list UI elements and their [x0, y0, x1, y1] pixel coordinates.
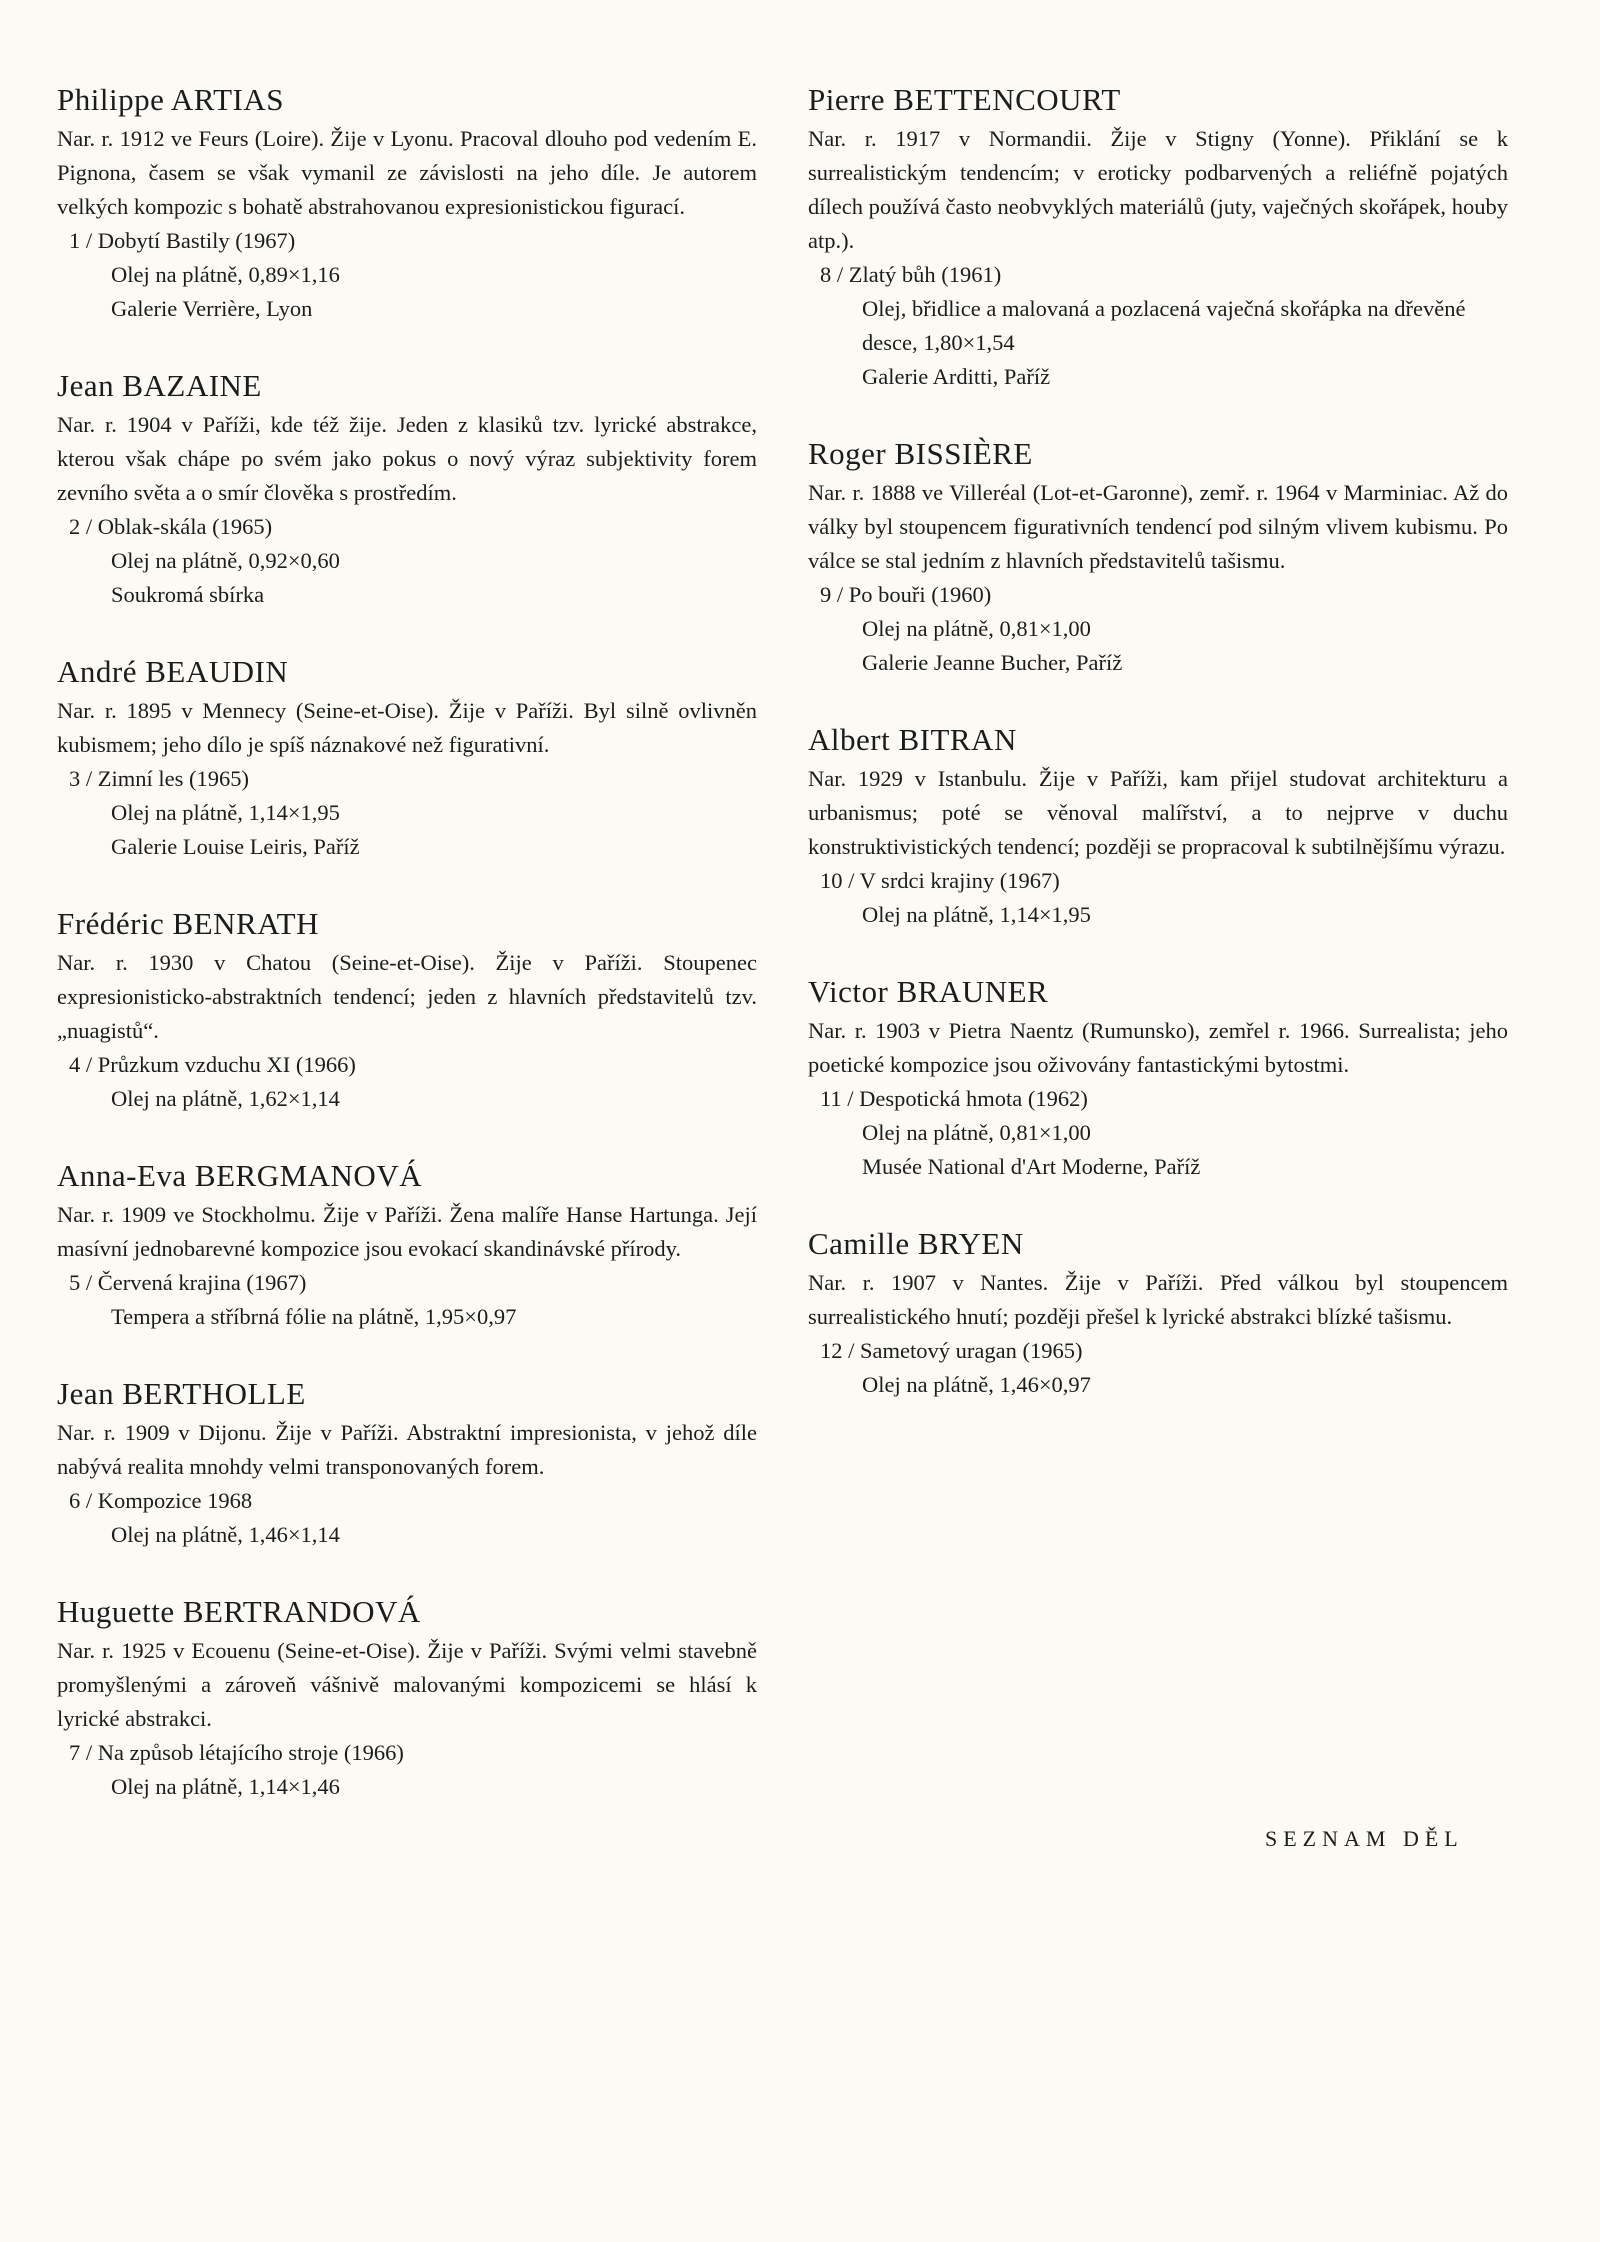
artist-name: André BEAUDIN: [57, 654, 289, 689]
left-column: [57, 82, 757, 1846]
artist-bio: Nar. r. 1904 v Paříži, kde též žije. Jeden z klasiků tzv. lyrické abstrakce, kterou však chápe po svém jako pokus o nový výraz subjektivity forem zevního světa a o smír člověka s prostředím.: [57, 412, 757, 505]
artist-entry: [57, 1158, 757, 1334]
work-title: 6 / Kompozice 1968: [69, 1488, 253, 1513]
artist-entry: [57, 82, 757, 326]
artist-name: Roger BISSIÈRE: [808, 436, 1033, 471]
artist-name: Philippe ARTIAS: [57, 82, 284, 117]
artist-entry: [808, 82, 1508, 394]
work-title: 1 / Dobytí Bastily (1967): [69, 228, 296, 253]
work-detail: Olej na plátně, 1,14×1,95: [111, 800, 340, 825]
work-title: 2 / Oblak-skála (1965): [69, 514, 273, 539]
artist-bio: Nar. r. 1888 ve Villeréal (Lot-et-Garonne), zemř. r. 1964 v Marminiac. Až do války byl stoupencem figurativních tendencí pod silným vlivem kubismu. Po válce se stal jedním z hlavních představitelů tašismu.: [808, 480, 1508, 573]
work-title: 7 / Na způsob létajícího stroje (1966): [69, 1740, 404, 1765]
artist-bio: Nar. r. 1903 v Pietra Naentz (Rumunsko), zemřel r. 1966. Surrealista; jeho poetické kompozice jsou oživovány fantastickými bytostmi.: [808, 1018, 1508, 1077]
artist-name: Albert BITRAN: [808, 722, 1017, 757]
work-detail: Galerie Louise Leiris, Paříž: [111, 834, 360, 859]
work-title: 11 / Despotická hmota (1962): [820, 1086, 1088, 1111]
artist-name: Jean BAZAINE: [57, 368, 262, 403]
artist-name: Anna-Eva BERGMANOVÁ: [57, 1158, 423, 1193]
artist-name: Pierre BETTENCOURT: [808, 82, 1121, 117]
work-detail: Galerie Arditti, Paříž: [862, 364, 1051, 389]
artist-entry: [808, 1226, 1508, 1402]
work-detail: Olej na plátně, 0,89×1,16: [111, 262, 340, 287]
artist-bio: Nar. r. 1917 v Normandii. Žije v Stigny (Yonne). Přiklání se k surrealistickým tendencím; v eroticky podbarvených a reliéfně pojatých dílech používá často neobvyklých materiálů (juty, vaječných skořápek, houby atp.).: [808, 126, 1508, 253]
work-detail: Olej na plátně, 0,81×1,00: [862, 1120, 1091, 1145]
artist-name: Jean BERTHOLLE: [57, 1376, 306, 1411]
artist-bio: Nar. r. 1909 v Dijonu. Žije v Paříži. Abstraktní impresionista, v jehož díle nabývá realita mnohdy velmi transponovaných forem.: [57, 1420, 757, 1479]
work-title: 10 / V srdci krajiny (1967): [820, 868, 1060, 893]
work-title: 3 / Zimní les (1965): [69, 766, 249, 791]
work-detail: Olej na plátně, 1,14×1,95: [862, 902, 1091, 927]
artist-name: Victor BRAUNER: [808, 974, 1049, 1009]
work-title: 8 / Zlatý bůh (1961): [820, 262, 1002, 287]
artist-bio: Nar. r. 1895 v Mennecy (Seine-et-Oise). Žije v Paříži. Byl silně ovlivněn kubismem; jeho dílo je spíš náznakové než figurativní.: [57, 698, 757, 757]
work-detail: Olej na plátně, 1,46×1,14: [111, 1522, 340, 1547]
artist-entry: [808, 974, 1508, 1184]
artist-bio: Nar. r. 1912 ve Feurs (Loire). Žije v Lyonu. Pracoval dlouho pod vedením E. Pignona, časem se však vymanil ze závislosti na jeho díle. Je autorem velkých kompozic s bohatě abstrahovanou expresionistickou figurací.: [57, 126, 757, 219]
work-detail: Olej na plátně, 1,14×1,46: [111, 1774, 340, 1799]
artist-entry: [57, 654, 757, 864]
artist-entry: [57, 1376, 757, 1552]
work-title: 9 / Po bouři (1960): [820, 582, 992, 607]
right-column: [808, 82, 1508, 1444]
artist-entry: [57, 906, 757, 1116]
artist-bio: Nar. 1929 v Istanbulu. Žije v Paříži, kam přijel studovat architekturu a urbanismus; poté se věnoval malířství, a to nejprve v duchu konstruktivistických tendencí; později se propracoval k subtilnějšímu výrazu.: [808, 766, 1508, 859]
artist-name: Huguette BERTRANDOVÁ: [57, 1594, 421, 1629]
work-detail: Tempera a stříbrná fólie na plátně, 1,95×0,97: [111, 1304, 517, 1329]
artist-name: Camille BRYEN: [808, 1226, 1024, 1261]
artist-name: Frédéric BENRATH: [57, 906, 319, 941]
work-title: 5 / Červená krajina (1967): [69, 1270, 307, 1295]
work-title: 4 / Průzkum vzduchu XI (1966): [69, 1052, 356, 1077]
work-detail: Musée National d'Art Moderne, Paříž: [862, 1154, 1201, 1179]
work-detail: Galerie Jeanne Bucher, Paříž: [862, 650, 1123, 675]
work-detail: Olej na plátně, 0,92×0,60: [111, 548, 340, 573]
artist-entry: [808, 436, 1508, 680]
work-detail: Olej na plátně, 0,81×1,00: [862, 616, 1091, 641]
work-detail: Soukromá sbírka: [111, 582, 265, 607]
work-detail: Olej na plátně, 1,62×1,14: [111, 1086, 340, 1111]
work-detail: Olej, břidlice a malovaná a pozlacená vaječná skořápka na dřevěné desce, 1,80×1,54: [862, 296, 1466, 355]
work-detail: Galerie Verrière, Lyon: [111, 296, 313, 321]
section-label: SEZNAM DĚL: [1265, 1826, 1464, 1851]
artist-entry: [57, 368, 757, 612]
artist-bio: Nar. r. 1925 v Ecouenu (Seine-et-Oise). Žije v Paříži. Svými velmi stavebně promyšlenými a zároveň vášnivě malovanými kompozicemi se hlásí k lyrické abstrakci.: [57, 1638, 757, 1731]
artist-entry: [808, 722, 1508, 932]
artist-bio: Nar. r. 1930 v Chatou (Seine-et-Oise). Žije v Paříži. Stoupenec expresionisticko-abstraktních tendencí; jeden z hlavních představitelů tzv. „nuagistů“.: [57, 950, 757, 1043]
artist-bio: Nar. r. 1907 v Nantes. Žije v Paříži. Před válkou byl stoupencem surrealistického hnutí; později přešel k lyrické abstrakci blízké tašismu.: [808, 1270, 1508, 1329]
work-detail: Olej na plátně, 1,46×0,97: [862, 1372, 1091, 1397]
artist-entry: [57, 1594, 757, 1804]
artist-bio: Nar. r. 1909 ve Stockholmu. Žije v Paříži. Žena malíře Hanse Hartunga. Její masívní jednobarevné kompozice jsou evokací skandinávské přírody.: [57, 1202, 757, 1261]
work-title: 12 / Sametový uragan (1965): [820, 1338, 1083, 1363]
